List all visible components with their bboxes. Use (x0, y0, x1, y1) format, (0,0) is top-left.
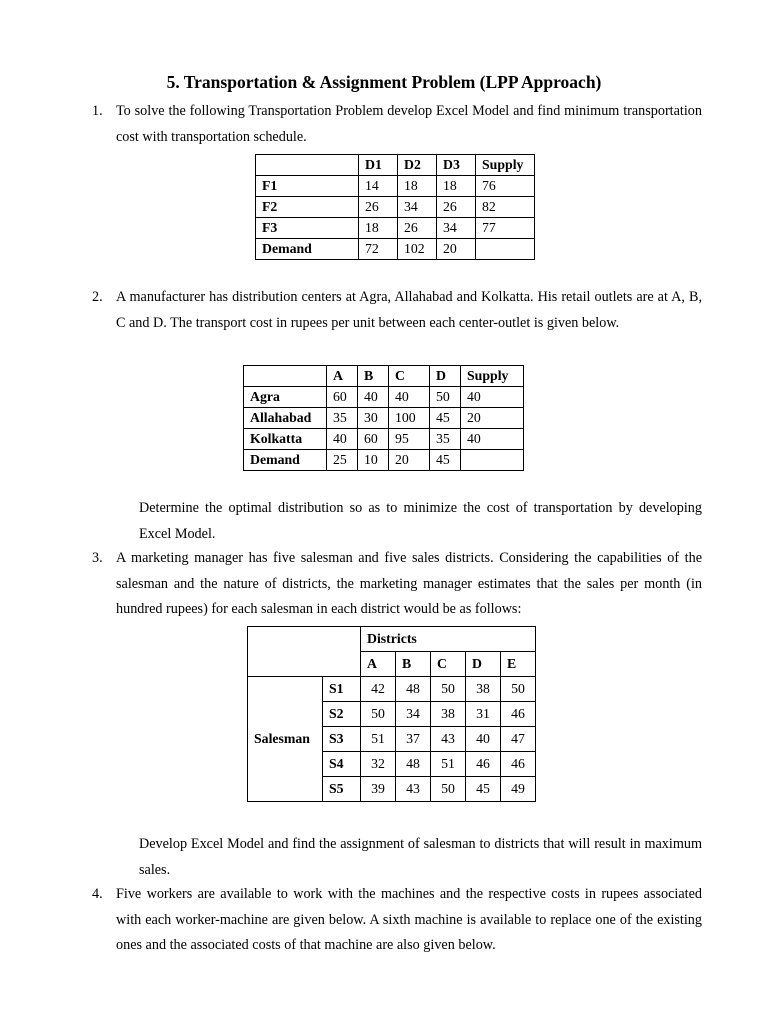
table-cell: 82 (476, 197, 535, 218)
row-label: F3 (256, 218, 359, 239)
table-cell: 34 (398, 197, 437, 218)
table-cell: 34 (396, 702, 431, 727)
question-text: A marketing manager has five salesman and five sales districts. Considering the capabilities of the salesman and the nature of districts, the marketing manager estimates that the sales per month (in hundred rupees) for each salesman in each district would be as follows: (116, 550, 702, 617)
table-cell: 49 (501, 777, 536, 802)
table-cell: 38 (431, 702, 466, 727)
table-header-cell: D1 (359, 155, 398, 176)
table-cell: 39 (361, 777, 396, 802)
table-cell: 77 (476, 218, 535, 239)
table-header-cell: D (430, 366, 461, 387)
salesman-header: Salesman (248, 677, 323, 802)
table-cell: 25 (327, 450, 358, 471)
table-cell: 18 (398, 176, 437, 197)
table-cell: 43 (396, 777, 431, 802)
column-header: C (431, 652, 466, 677)
table-header-cell: D2 (398, 155, 437, 176)
table-cell: 46 (501, 752, 536, 777)
table-cell: 48 (396, 752, 431, 777)
table-cell: 20 (461, 408, 524, 429)
question-1 (92, 99, 702, 150)
districts-header: Districts (361, 627, 536, 652)
table-row (256, 239, 535, 260)
row-label: Agra (244, 387, 327, 408)
table-cell: 18 (359, 218, 398, 239)
question-4 (92, 882, 702, 959)
table-cell: 72 (359, 239, 398, 260)
table-cell: 31 (466, 702, 501, 727)
table-cell: 30 (358, 408, 389, 429)
table-cell: 102 (398, 239, 437, 260)
table-cell: 46 (466, 752, 501, 777)
table-cell: 40 (466, 727, 501, 752)
table-cell: 45 (466, 777, 501, 802)
table-row (256, 218, 535, 239)
table-row (244, 450, 524, 471)
question-text: A manufacturer has distribution centers at Agra, Allahabad and Kolkatta. His retail outlets are at A, B, C and D. The transport cost in rupees per unit between each center-outlet is given below. (116, 289, 702, 331)
table-cell: 20 (389, 450, 430, 471)
table-cell: 45 (430, 408, 461, 429)
table-cell: 51 (431, 752, 466, 777)
table-cell: 50 (361, 702, 396, 727)
question-2-followup: Determine the optimal distribution so as to minimize the cost of transportation by developing Excel Model. (139, 500, 702, 542)
table-header-cell: A (327, 366, 358, 387)
question-number: 1. (92, 103, 103, 119)
table-cell: 50 (430, 387, 461, 408)
row-label: Allahabad (244, 408, 327, 429)
table-row (244, 387, 524, 408)
table-cell: 40 (461, 429, 524, 450)
table-header-cell: D3 (437, 155, 476, 176)
table-cell: 46 (501, 702, 536, 727)
table-header-cell (244, 366, 327, 387)
table-cell: 32 (361, 752, 396, 777)
table-cell: 10 (358, 450, 389, 471)
question-text: To solve the following Transportation Problem develop Excel Model and find minimum transportation cost with transportation schedule. (116, 103, 702, 145)
table-cell: 34 (437, 218, 476, 239)
column-header: B (396, 652, 431, 677)
question-text: Five workers are available to work with the machines and the respective costs in rupees associated with each worker-machine are given below. A sixth machine is available to replace one of the existing ones and the associated costs of that machine are also given below. (116, 886, 702, 953)
row-label: F2 (256, 197, 359, 218)
table-cell: 50 (431, 677, 466, 702)
table-cell: 100 (389, 408, 430, 429)
table-cell: 60 (358, 429, 389, 450)
table-cell: 47 (501, 727, 536, 752)
table-cell: 14 (359, 176, 398, 197)
table-cell: 26 (437, 197, 476, 218)
column-header: D (466, 652, 501, 677)
table-cell (461, 450, 524, 471)
corner-cell (248, 627, 361, 677)
row-label: S2 (323, 702, 361, 727)
table-cell: 40 (327, 429, 358, 450)
table-cell: 20 (437, 239, 476, 260)
table-cell: 51 (361, 727, 396, 752)
column-header: E (501, 652, 536, 677)
table-cell: 26 (398, 218, 437, 239)
table-row (244, 408, 524, 429)
table-cell: 18 (437, 176, 476, 197)
row-label: S3 (323, 727, 361, 752)
row-label: S4 (323, 752, 361, 777)
row-label: S1 (323, 677, 361, 702)
row-label: S5 (323, 777, 361, 802)
table-header-cell: B (358, 366, 389, 387)
table-header-cell: C (389, 366, 430, 387)
table-header-cell (256, 155, 359, 176)
table-cell (476, 239, 535, 260)
transportation-table-1 (255, 154, 535, 260)
transportation-table-2 (243, 365, 524, 471)
table-cell: 45 (430, 450, 461, 471)
question-number: 4. (92, 886, 103, 902)
row-label: F1 (256, 176, 359, 197)
table-cell: 42 (361, 677, 396, 702)
question-2 (92, 285, 702, 336)
table-cell: 60 (327, 387, 358, 408)
table-row (256, 197, 535, 218)
table-row (244, 429, 524, 450)
table-row (248, 677, 536, 702)
table-cell: 40 (358, 387, 389, 408)
table-cell: 35 (430, 429, 461, 450)
table-cell: 50 (501, 677, 536, 702)
row-label: Kolkatta (244, 429, 327, 450)
table-row (256, 176, 535, 197)
table-cell: 95 (389, 429, 430, 450)
assignment-table (247, 626, 536, 802)
table-cell: 26 (359, 197, 398, 218)
row-label: Demand (256, 239, 359, 260)
table-cell: 50 (431, 777, 466, 802)
question-3-followup: Develop Excel Model and find the assignment of salesman to districts that will result in maximum sales. (139, 836, 702, 878)
table-cell: 76 (476, 176, 535, 197)
question-number: 3. (92, 550, 103, 566)
table-header-cell: Supply (476, 155, 535, 176)
table-cell: 35 (327, 408, 358, 429)
page-title: 5. Transportation & Assignment Problem (LPP Approach) (166, 72, 602, 92)
question-3 (92, 546, 702, 623)
table-cell: 40 (389, 387, 430, 408)
table-cell: 38 (466, 677, 501, 702)
question-number: 2. (92, 289, 103, 305)
column-header: A (361, 652, 396, 677)
table-header-cell: Supply (461, 366, 524, 387)
table-cell: 43 (431, 727, 466, 752)
table-cell: 37 (396, 727, 431, 752)
table-cell: 40 (461, 387, 524, 408)
row-label: Demand (244, 450, 327, 471)
table-cell: 48 (396, 677, 431, 702)
